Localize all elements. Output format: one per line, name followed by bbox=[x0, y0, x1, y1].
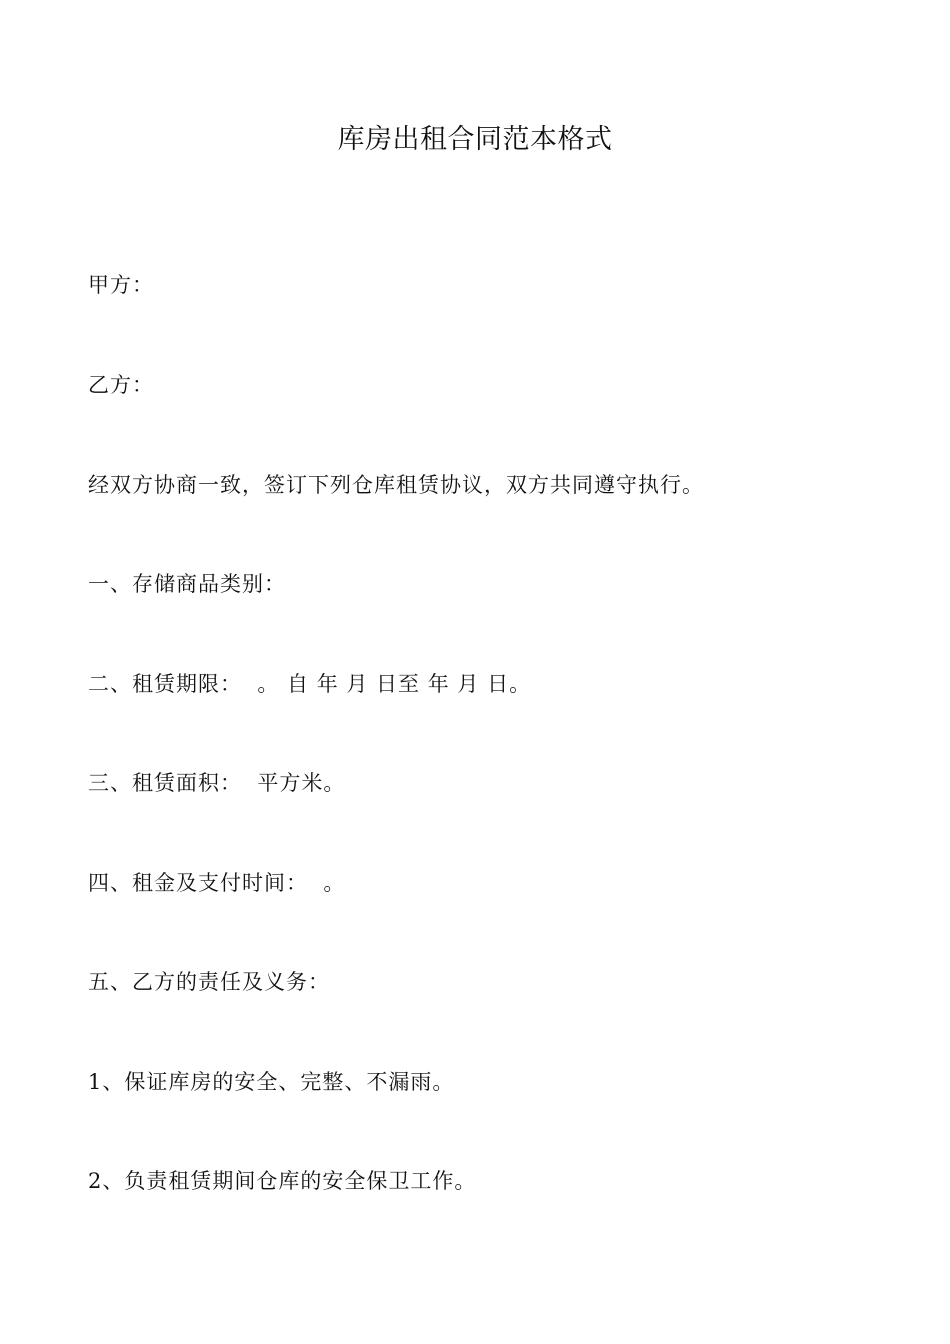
clause-2-lease-term: 二、租赁期限： 。 自 年 月 日至 年 月 日。 bbox=[88, 672, 532, 696]
duty-item-2: 2、负责租赁期间仓库的安全保卫工作。 bbox=[88, 1169, 477, 1193]
duty-item-1: 1、保证库房的安全、完整、不漏雨。 bbox=[88, 1070, 455, 1094]
party-b-line: 乙方： bbox=[88, 373, 154, 397]
clause-1-goods-category: 一、存储商品类别： bbox=[88, 572, 286, 596]
agreement-intro: 经双方协商一致，签订下列仓库租赁协议，双方共同遵守执行。 bbox=[88, 473, 704, 497]
party-a-line: 甲方： bbox=[88, 273, 154, 297]
clause-5-party-b-duties: 五、乙方的责任及义务： bbox=[88, 970, 330, 994]
clause-4-rent-payment: 四、租金及支付时间： 。 bbox=[88, 871, 346, 895]
clause-3-lease-area: 三、租赁面积： 平方米。 bbox=[88, 771, 346, 795]
document-title: 库房出租合同范本格式 bbox=[337, 124, 613, 155]
